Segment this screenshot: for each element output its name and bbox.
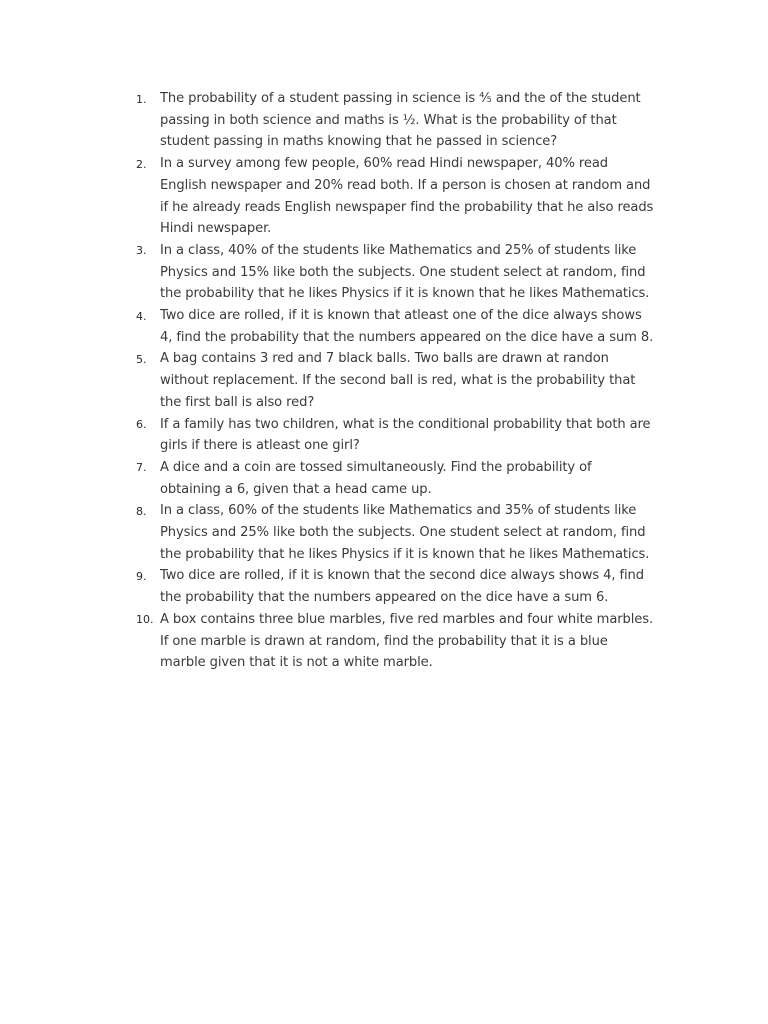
question-item-2 bbox=[136, 153, 656, 240]
question-number: 1. bbox=[136, 92, 147, 106]
question-number: 7. bbox=[136, 461, 147, 475]
question-item-9 bbox=[136, 565, 656, 608]
question-list bbox=[136, 88, 656, 674]
question-text: The probability of a student passing in science is ⅘ and the of the student passing in both science and maths is ½. What is the probability of that student passing in maths knowing that he passed in science? bbox=[160, 91, 641, 150]
question-text: In a class, 60% of the students like Mathematics and 35% of students like Physics and 25% like both the subjects. One student select at random, find the probability that he likes Physics if it is known that he likes Mathematics. bbox=[160, 503, 650, 562]
question-item-6 bbox=[136, 414, 656, 457]
question-number: 8. bbox=[136, 504, 147, 518]
question-text: If a family has two children, what is the conditional probability that both are girls if there is atleast one girl? bbox=[160, 416, 651, 454]
question-item-8 bbox=[136, 500, 656, 565]
question-text: In a class, 40% of the students like Mathematics and 25% of students like Physics and 15% like both the subjects. One student select at random, find the probability that he likes Physics if it is known that he likes Mathematics. bbox=[160, 242, 650, 302]
question-number: 3. bbox=[136, 244, 147, 258]
question-number: 6. bbox=[136, 418, 147, 432]
question-text: A box contains three blue marbles, five red marbles and four white marbles. If one marble is drawn at random, find the probability that it is a blue marble given that it is not a white marble. bbox=[160, 611, 654, 671]
question-item-10 bbox=[136, 609, 656, 674]
question-number: 9. bbox=[136, 569, 147, 583]
question-number: 4. bbox=[136, 309, 147, 323]
question-text: A bag contains 3 red and 7 black balls. Two balls are drawn at randon without replacement. If the second ball is red, what is the probability that the first ball is also red? bbox=[160, 351, 636, 410]
question-text: Two dice are rolled, if it is known that atleast one of the dice always shows 4, find the probability that the numbers appeared on the dice have a sum 8. bbox=[160, 308, 654, 345]
question-number: 10. bbox=[136, 613, 154, 627]
question-number: 2. bbox=[136, 157, 147, 171]
question-text: Two dice are rolled, if it is known that the second dice always shows 4, find the probability that the numbers appeared on the dice have a sum 6. bbox=[160, 568, 644, 606]
question-item-5 bbox=[136, 348, 656, 413]
question-item-4 bbox=[136, 305, 656, 348]
question-item-3 bbox=[136, 240, 656, 305]
question-number: 5. bbox=[136, 352, 147, 366]
question-text: A dice and a coin are tossed simultaneously. Find the probability of obtaining a 6, given that a head came up. bbox=[160, 459, 592, 497]
question-item-7 bbox=[136, 457, 656, 500]
question-item-1 bbox=[136, 88, 656, 153]
question-text: In a survey among few people, 60% read Hindi newspaper, 40% read English newspaper and 20% read both. If a person is chosen at random and if he already reads English newspaper find the probability that he also reads Hindi newspaper. bbox=[160, 156, 654, 237]
